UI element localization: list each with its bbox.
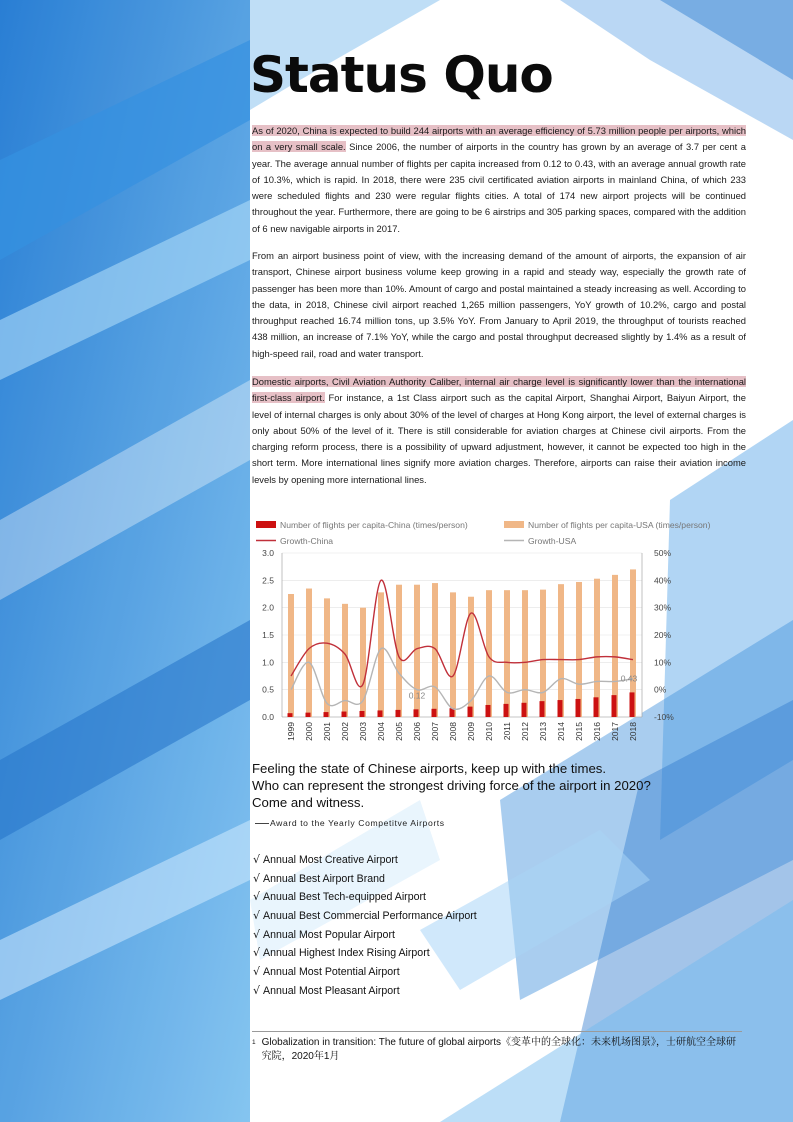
china-bar xyxy=(468,707,473,717)
y-tick-label: 0.5 xyxy=(262,684,274,695)
x-tick-label: 2009 xyxy=(466,722,476,741)
x-tick-label: 2010 xyxy=(484,722,494,741)
y2-tick-label: 10% xyxy=(654,657,672,668)
award-item xyxy=(253,963,477,982)
usa-bar xyxy=(450,592,456,717)
usa-bar xyxy=(558,584,564,717)
award-item-label: Annual Most Potential Airport xyxy=(263,966,400,979)
y-tick-label: 1.0 xyxy=(262,657,274,668)
china-bar xyxy=(396,710,401,717)
y-tick-label: 3.0 xyxy=(262,548,274,558)
china-bar xyxy=(306,713,311,717)
x-tick-label: 2002 xyxy=(340,722,350,741)
check-icon: √ xyxy=(253,890,261,904)
china-bar xyxy=(288,713,293,717)
highlight-airport-scale: As of 2020, China is expected to build 244 airports with an average efficiency of 5.73 million people per airports, which on a very small scale. xyxy=(252,125,746,153)
x-tick-label: 2014 xyxy=(556,722,566,741)
x-tick-label: 2018 xyxy=(628,722,638,741)
legend-label: Growth-USA xyxy=(528,536,577,546)
footnote-divider xyxy=(252,1031,742,1032)
award-heading xyxy=(255,818,445,828)
y2-tick-label: 30% xyxy=(654,602,672,613)
tagline-line-3: Come and witness. xyxy=(252,795,365,810)
y2-tick-label: -10% xyxy=(654,712,674,722)
paragraph-airport-business: From an airport business point of view, with the increasing demand of the amount of airports, the expansion of air transport, Chinese airport business volume keep growing in a rapid and steady way, especially the growth rate of passenger has been more than 10%. Amount of cargo and postal maintained a steady increasing as well. According to the data, in 2018, Chinese civil airport reached 1,265 million passengers, YoY growth of 10.2%, cargo and postal throughput reached 16.74 million tons, up 3.5% YoY. From January to April 2019, the throughput of tourists reached 438 million, an increase of 7.1% YoY, while the cargo and postal throughput decreased slightly by 1.4% as a result of high-speed rail, road and water transport. xyxy=(252,250,746,359)
china-bar xyxy=(360,711,365,717)
check-icon: √ xyxy=(253,927,261,941)
china-bar xyxy=(378,710,383,717)
legend-swatch xyxy=(256,521,276,528)
x-tick-label: 2001 xyxy=(322,722,332,741)
award-item-label: Annual Highest Index Rising Airport xyxy=(263,947,430,960)
legend-label: Number of flights per capita-USA (times/person) xyxy=(528,520,711,530)
x-tick-label: 2016 xyxy=(592,722,602,741)
paragraph-air-charges xyxy=(252,374,746,488)
china-bar xyxy=(612,695,617,717)
china-bar xyxy=(522,703,527,717)
x-tick-label: 2012 xyxy=(520,722,530,741)
x-tick-label: 2011 xyxy=(502,722,512,741)
usa-bar xyxy=(378,592,384,717)
check-icon: √ xyxy=(253,983,261,997)
award-item-label: Anuual Best Tech-equipped Airport xyxy=(263,891,426,904)
legend-swatch xyxy=(504,521,524,528)
china-bar xyxy=(594,697,599,717)
usa-bar xyxy=(288,594,294,717)
footnote-mark: 1 xyxy=(252,1039,256,1046)
x-tick-label: 2013 xyxy=(538,722,548,741)
usa-bar xyxy=(594,579,600,717)
award-item-label: Anuual Best Commercial Performance Airport xyxy=(263,910,477,923)
x-tick-label: 2005 xyxy=(394,722,404,741)
awards-list xyxy=(253,851,477,1001)
x-tick-label: 2015 xyxy=(574,722,584,741)
paragraph-airport-scale xyxy=(252,123,746,237)
x-tick-label: 2017 xyxy=(610,722,620,741)
y-tick-label: 0.0 xyxy=(262,712,274,722)
x-tick-label: 1999 xyxy=(286,722,296,741)
check-icon: √ xyxy=(253,909,261,923)
y-tick-label: 1.5 xyxy=(262,630,274,640)
y2-tick-label: 0% xyxy=(654,684,667,695)
award-item xyxy=(253,851,477,870)
china-bar xyxy=(540,701,545,717)
highlight-air-charges: Domestic airports, Civil Aviation Authority Caliber, internal air charge level is significantly lower than the international first-class airport. xyxy=(252,376,746,404)
footnote xyxy=(252,1036,746,1064)
usa-bar xyxy=(504,590,510,717)
china-bar xyxy=(504,704,509,717)
award-item-label: Annual Most Popular Airport xyxy=(263,928,395,941)
china-bar xyxy=(432,709,437,717)
award-item-label: Annual Most Pleasant Airport xyxy=(263,984,400,997)
y2-tick-label: 40% xyxy=(654,575,672,586)
check-icon: √ xyxy=(253,853,261,866)
usa-bar xyxy=(432,583,438,717)
award-item-label: Annual Best Airport Brand xyxy=(263,872,385,885)
tagline-line-2: Who can represent the strongest driving force of the airport in 2020? xyxy=(252,778,651,793)
china-bar xyxy=(324,712,329,717)
china-bar xyxy=(630,692,635,717)
legend-label: Number of flights per capita-China (times/person) xyxy=(280,520,468,530)
x-tick-label: 2003 xyxy=(358,722,368,741)
china-bar xyxy=(414,709,419,717)
tagline xyxy=(252,760,651,811)
award-item xyxy=(253,944,477,963)
usa-bar xyxy=(522,590,528,717)
award-dash xyxy=(255,823,269,824)
data-label: 0.43 xyxy=(620,673,638,684)
x-tick-label: 2006 xyxy=(412,722,422,741)
china-bar xyxy=(486,705,491,717)
china-bar xyxy=(576,699,581,717)
paragraph-airport-scale-text: Since 2006, the number of airports in the country has grown by an average of 3.7 per cent a year. The average annual number of flights per capita increased from 0.12 to 0.43, with an average annual growth rate of 10.3%, which is rapid. In 2018, there were 235 civil certificated aviation airports in mainland China, of which 233 were scheduled flights and 230 were regular flights cities. A total of 174 new airport projects will be continued throughout the year. Furthermore, there are going to be 6 airstrips and 305 parking spaces, compared with the addition of 6 new navigable airports in 2017. xyxy=(252,141,746,234)
tagline-line-1: Feeling the state of Chinese airports, keep up with the times. xyxy=(252,761,607,776)
x-tick-label: 2008 xyxy=(448,722,458,741)
x-tick-label: 2004 xyxy=(376,722,386,741)
data-label: 0.12 xyxy=(408,690,426,701)
usa-bar xyxy=(540,590,546,717)
award-item xyxy=(253,926,477,945)
x-tick-label: 2007 xyxy=(430,722,440,741)
award-item xyxy=(253,907,477,926)
x-tick-label: 2000 xyxy=(304,722,314,741)
y-tick-label: 2.0 xyxy=(262,602,274,613)
y2-tick-label: 20% xyxy=(654,630,672,640)
award-item xyxy=(253,982,477,1001)
legend-label: Growth-China xyxy=(280,536,334,546)
footnote-text: Globalization in transition: The future of global airports《变革中的全球化：未来机场图景》，士研航空全球研究院，2020年1月 xyxy=(261,1037,737,1062)
usa-bar xyxy=(576,582,582,717)
award-item-label: Annual Most Creative Airport xyxy=(263,854,398,866)
award-item xyxy=(253,870,477,889)
page-title: Status Quo xyxy=(250,46,553,104)
check-icon: √ xyxy=(253,871,261,885)
award-item xyxy=(253,888,477,907)
china-bar xyxy=(342,712,347,717)
paragraph-air-charges-text: For instance, a 1st Class airport such as the capital Airport, Shanghai Airport, Baiyun Airport, the level of internal charges is only about 30% of the level of charges at Hong Kong airport, the level of external charges is only about 50% of the level of it. There is still considerable for aviation charges at Chinese civil airports. From the charging reform process, there is a possibility of upward adjustment, however, it cannot be expected too high in the short term. More international lines signify more aviation charges. Therefore, airports can raise their aviation income levels by opening more international lines. xyxy=(252,392,746,485)
china-bar xyxy=(558,700,563,717)
check-icon: √ xyxy=(253,965,261,979)
award-heading-text: Award to the Yearly Competitve Airports xyxy=(270,818,445,828)
flights-per-capita-chart xyxy=(250,515,711,747)
usa-bar xyxy=(306,589,312,717)
y-tick-label: 2.5 xyxy=(262,575,274,586)
y2-tick-label: 50% xyxy=(654,548,672,558)
check-icon: √ xyxy=(253,946,261,960)
